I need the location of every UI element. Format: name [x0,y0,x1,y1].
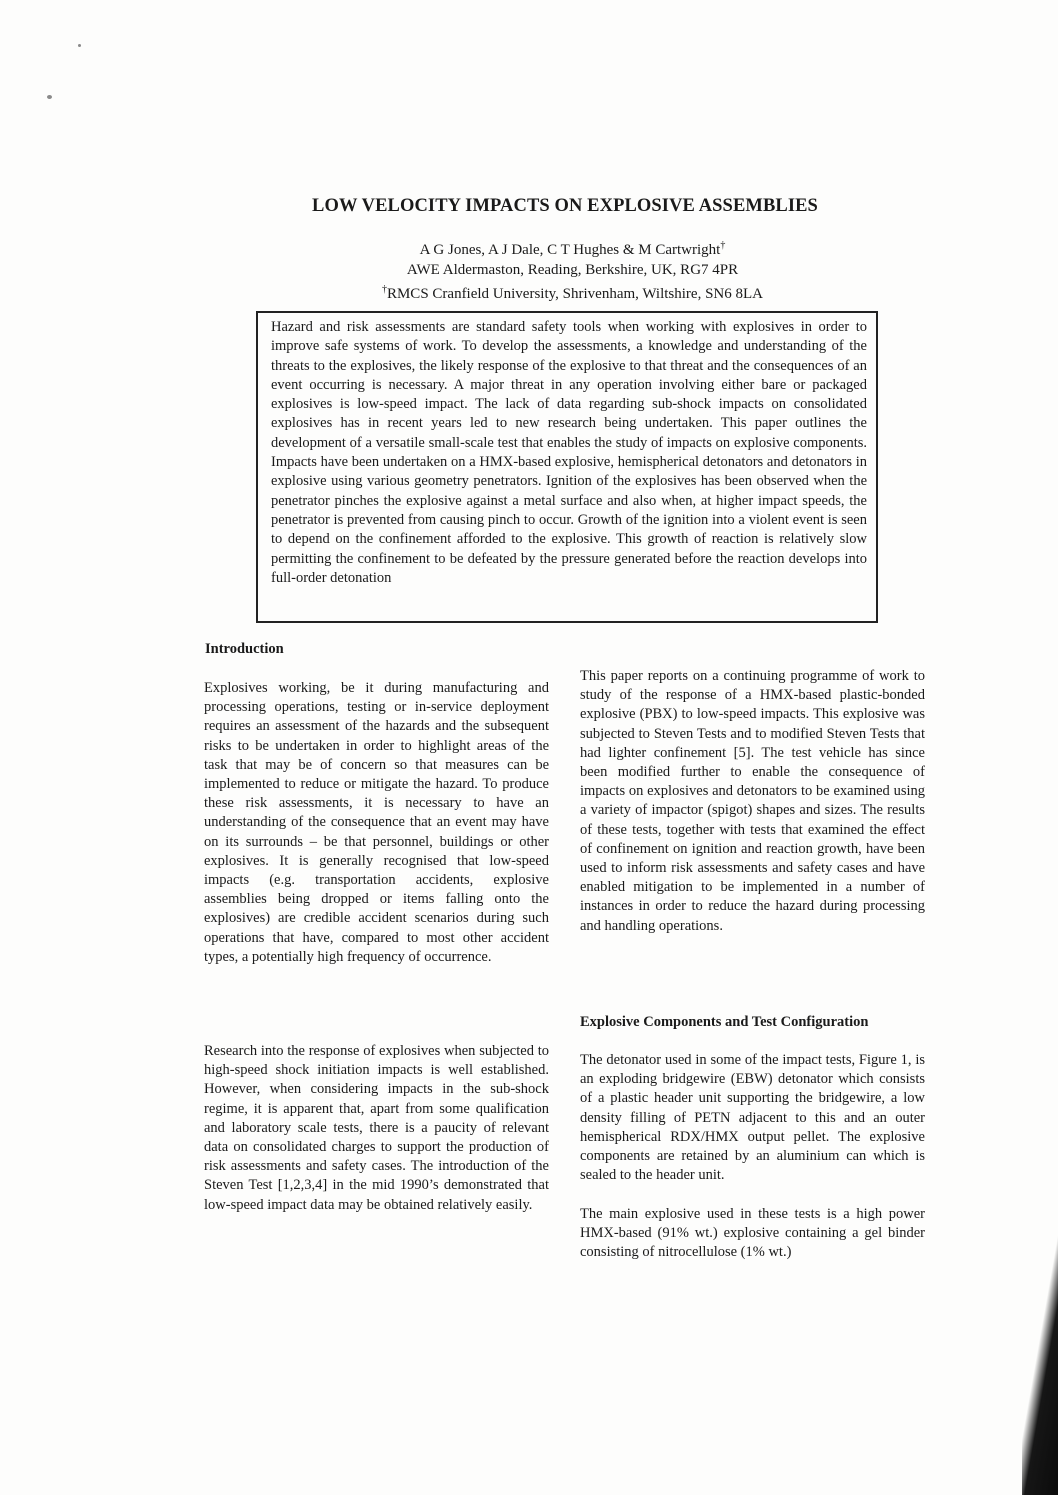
dagger-mark: † [381,284,387,295]
paper-title: LOW VELOCITY IMPACTS ON EXPLOSIVE ASSEMBLIES [312,196,818,216]
introduction-paragraph-1: Explosives working, be it during manufacturing and processing operations, testing or in-service deployment requires an assessment of the hazards and the subsequent risks to be undertaken in order to highlight areas of the task that may be of concern so that measures can be implemented to reduce or mitigate the hazard. To produce these risk assessments, it is necessary to have an understanding of the consequence that an event may have on its surrounds – be that personnel, buildings or other explosives. It is generally recognised that low-speed impacts (e.g. transportation accidents, explosive assemblies being dropped or items falling onto the explosives) are credible accident scenarios during such operations that have, compared to most other accident types, a potentially high frequency of occurrence. [204,680,549,965]
introduction-paragraph-2: Research into the response of explosives when subjected to high-speed shock initiation impacts is well established. However, when considering impacts in the sub-shock regime, it is apparent that, apart from some qualification and laboratory scale tests, there is a paucity of relevant data on consolidated charges to support the production of risk assessments and safety cases. The introduction of the Steven Test [1,2,3,4] in the mid 1990’s demonstrated that low-speed impact data may be obtained relatively easily. [204,1043,549,1213]
abstract-box: Hazard and risk assessments are standard safety tools when working with explosives in order to improve safe systems of work. To develop the assessments, a knowledge and understanding of the threats to the explosives, the likely response of the explosive to that threat and the consequences of an event occurring is necessary. A major threat in any operation involving either bare or packaged explosives is low-speed impact. The lack of data regarding sub-shock impacts on consolidated explosives has in recent years led to new research being undertaken. This paper outlines the development of a versatile small-scale test that enables the study of impacts on explosive components. Impacts have been undertaken on a HMX-based explosive, hemispherical detonators and detonators in explosive using various geometry penetrators. Ignition of the explosives has been observed when the penetrator pinches the explosive against a metal surface and also when, at higher impact speeds, the penetrator is prevented from causing pinch to occur. Growth of the ignition into a violent event is seen to depend on the confinement afforded to the explosive. This growth of reaction is relatively slow permitting the confinement to be defeated by the pressure generated before the reaction develops into full-order detonation [256,311,878,623]
author-names: A G Jones, A J Dale, C T Hughes & M Cartwright† [419,240,726,258]
author-block [0,236,1058,305]
dagger-mark: † [720,240,726,251]
components-paragraph-1: The detonator used in some of the impact tests, Figure 1, is an exploding bridgewire (EBW) detonator which consists of a plastic header unit supporting the bridgewire, a low density filling of PETN adjacent to this and an outer hemispherical RDX/HMX output pellet. The explosive components are retained by an aluminium can which is sealed to the header unit. [580,1052,925,1184]
components-paragraph-2: The main explosive used in these tests is a high power HMX-based (91% wt.) explosive containing a gel binder consisting of nitrocellulose (1% wt.) [580,1206,925,1261]
introduction-heading: Introduction [205,641,284,657]
scan-page-edge [1022,1225,1058,1495]
scan-speck [78,44,81,47]
affiliation-1: AWE Aldermaston, Reading, Berkshire, UK, RG7 4PR [406,261,739,278]
components-heading: Explosive Components and Test Configuration [580,1014,869,1030]
scan-speck [47,95,52,99]
affiliation-2: †RMCS Cranfield University, Shrivenham, Wiltshire, SN6 8LA [381,284,764,302]
introduction-paragraph-3: This paper reports on a continuing programme of work to study of the response of a HMX-based plastic-bonded explosive (PBX) to low-speed impacts. This explosive was subjected to Steven Tests and to modified Steven Tests that had lighter confinement [5]. The test vehicle has since been modified further to enable the consequence of impacts on explosives and detonators to be examined using a variety of impactor (spigot) shapes and sizes. The results of these tests, together with tests that examined the effect of confinement on ignition and reaction growth, have been used to inform risk assessments and safety cases and have enabled mitigation to be implemented in a number of instances in order to reduce the hazard during processing and handling operations. [580,668,925,934]
